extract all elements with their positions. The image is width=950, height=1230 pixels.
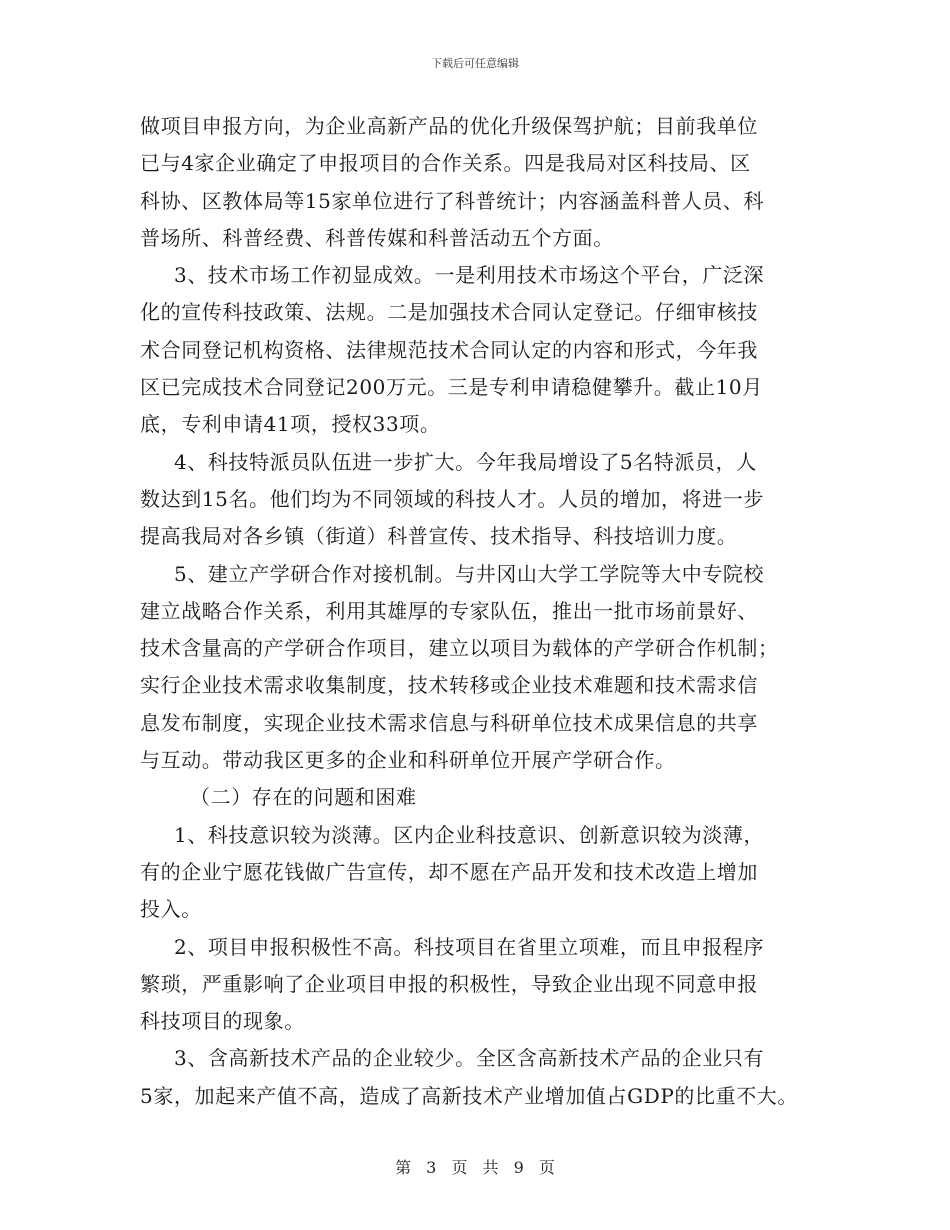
text-line: （二）存在的问题和困难 [190,785,417,810]
text-line: 建立战略合作关系，利用其雄厚的专家队伍，推出一批市场前景好、 [140,598,758,623]
text-line: 化的宣传科技政策、法规。二是加强技术合同认定登记。仔细审核技 [140,300,758,325]
text-line: 3、含高新技术产品的企业较少。全区含高新技术产品的企业只有 [174,1046,765,1071]
text-line: 3、技术市场工作初显成效。一是利用技术市场这个平台，广泛深 [174,263,765,288]
text-line: 5家，加起来产值不高，造成了高新技术产业增加值占GDP的比重不大。 [140,1083,798,1108]
text-line: 1、科技意识较为淡薄。区内企业科技意识、创新意识较为淡薄， [174,822,765,847]
text-line: 科技项目的现象。 [140,1009,305,1034]
text-line: 科协、区教体局等15家单位进行了科普统计；内容涵盖科普人员、科 [140,188,765,213]
text-line: 已与4家企业确定了申报项目的合作关系。四是我局对区科技局、区 [140,151,751,176]
text-line: 做项目申报方向，为企业高新产品的优化升级保驾护航；目前我单位 [140,114,758,138]
text-line: 4、科技特派员队伍进一步扩大。今年我局增设了5名特派员，人 [174,449,757,474]
text-line: 数达到15名。他们均为不同领域的科技人才。人员的增加，将进一步 [140,486,765,511]
text-line: 投入。 [140,897,202,922]
text-line: 繁琐，严重影响了企业项目申报的积极性，导致企业出现不同意申报 [140,971,758,996]
page-footer: 第 3 页 共 9 页 [395,1158,555,1177]
text-line: 息发布制度，实现企业技术需求信息与科研单位技术成果信息的共享 [140,710,758,735]
text-line: 技术含量高的产学研合作项目，建立以项目为载体的产学研合作机制； [140,636,779,661]
text-line: 有的企业宁愿花钱做广告宣传，却不愿在产品开发和技术改造上增加 [140,859,758,884]
document-body [140,108,830,1115]
text-line: 区已完成技术合同登记200万元。三是专利申请稳健攀升。截止10月 [140,375,763,400]
text-line: 提高我局对各乡镇（街道）科普宣传、技术指导、科技培训力度。 [140,524,738,549]
text-line: 术合同登记机构资格、法律规范技术合同认定的内容和形式，今年我 [140,337,758,362]
text-line: 底，专利申请41项，授权33项。 [140,412,441,437]
text-line: 2、项目申报积极性不高。科技项目在省里立项难，而且申报程序 [174,934,765,959]
text-line: 与互动。带动我区更多的企业和科研单位开展产学研合作。 [140,748,676,773]
text-line: 普场所、科普经费、科普传媒和科普活动五个方面。 [140,225,614,250]
text-line: 实行企业技术需求收集制度，技术转移或企业技术难题和技术需求信 [140,673,758,698]
text-line: 5、建立产学研合作对接机制。与井冈山大学工学院等大中专院校 [174,561,765,586]
page-header-note: 下载后可任意编辑 [431,57,519,70]
